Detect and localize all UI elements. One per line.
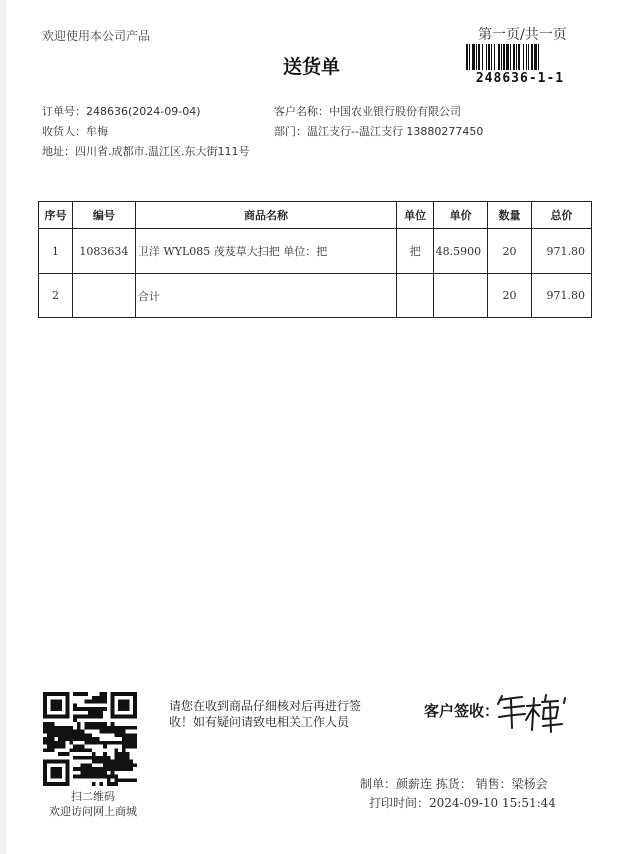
col-header-price: 单价 (434, 202, 488, 229)
notice-text (169, 698, 361, 730)
page-info: 第一页/共一页 (478, 27, 567, 43)
qr-caption: 扫二维码 (71, 790, 115, 803)
customer-name: 客户名称：中国农业银行股份有限公司 (274, 105, 461, 118)
welcome-text: 欢迎使用本公司产品 (42, 29, 151, 43)
col-header-unit: 单位 (397, 202, 434, 229)
notice-line-1: 请您在收到商品仔细核对后再进行签 (169, 699, 362, 713)
barcode-number: 248636-1-1 (475, 71, 565, 86)
cell-seq: 2 (39, 274, 73, 318)
items-table (38, 201, 592, 318)
cell-name: 合计 (135, 274, 396, 318)
scan-edge (0, 0, 6, 854)
print-time: 打印时间：2024-09-10 15:51:44 (369, 796, 556, 810)
col-header-qty: 数量 (488, 202, 532, 229)
cell-code (72, 274, 135, 318)
cell-code: 1083634 (72, 229, 135, 274)
cell-qty: 20 (488, 229, 532, 274)
cell-seq: 1 (39, 229, 73, 274)
qr-caption-shop: 欢迎访问网上商城 (49, 805, 137, 818)
cell-unit (397, 274, 434, 318)
handwritten-signature (492, 688, 574, 738)
document-title: 送货单 (282, 56, 340, 78)
cell-price: 48.5900 (434, 229, 488, 274)
table-header-row (39, 202, 592, 229)
cell-total: 971.80 (532, 274, 592, 318)
col-header-name: 商品名称 (135, 202, 396, 229)
department: 部门：温江支行--温江支行 13880277450 (274, 125, 484, 138)
notice-line-2: 收！如有疑问请致电相关工作人员 (169, 715, 350, 729)
qr-code-image (43, 692, 137, 786)
table-row (39, 229, 592, 274)
cell-unit: 把 (397, 229, 434, 274)
address: 地址：四川省.成都市.温江区.东大街111号 (42, 145, 250, 158)
cell-total: 971.80 (532, 229, 592, 274)
cell-qty: 20 (488, 274, 532, 318)
order-number: 订单号：248636(2024-09-04) (42, 105, 201, 118)
cell-price (434, 274, 488, 318)
col-header-code: 编号 (72, 202, 135, 229)
col-header-seq: 序号 (39, 202, 73, 229)
col-header-total: 总价 (532, 202, 592, 229)
customer-sign-label: 客户签收： (424, 702, 500, 720)
staff-line: 制单：颜薪连 拣货： 销售：梁杨会 (360, 777, 548, 791)
barcode-image (466, 44, 574, 70)
cell-name: 卫洋 WYL085 茂芨草大扫把 单位：把 (135, 229, 396, 274)
receiver: 收货人：牟梅 (42, 125, 108, 138)
table-row-total (39, 274, 592, 318)
